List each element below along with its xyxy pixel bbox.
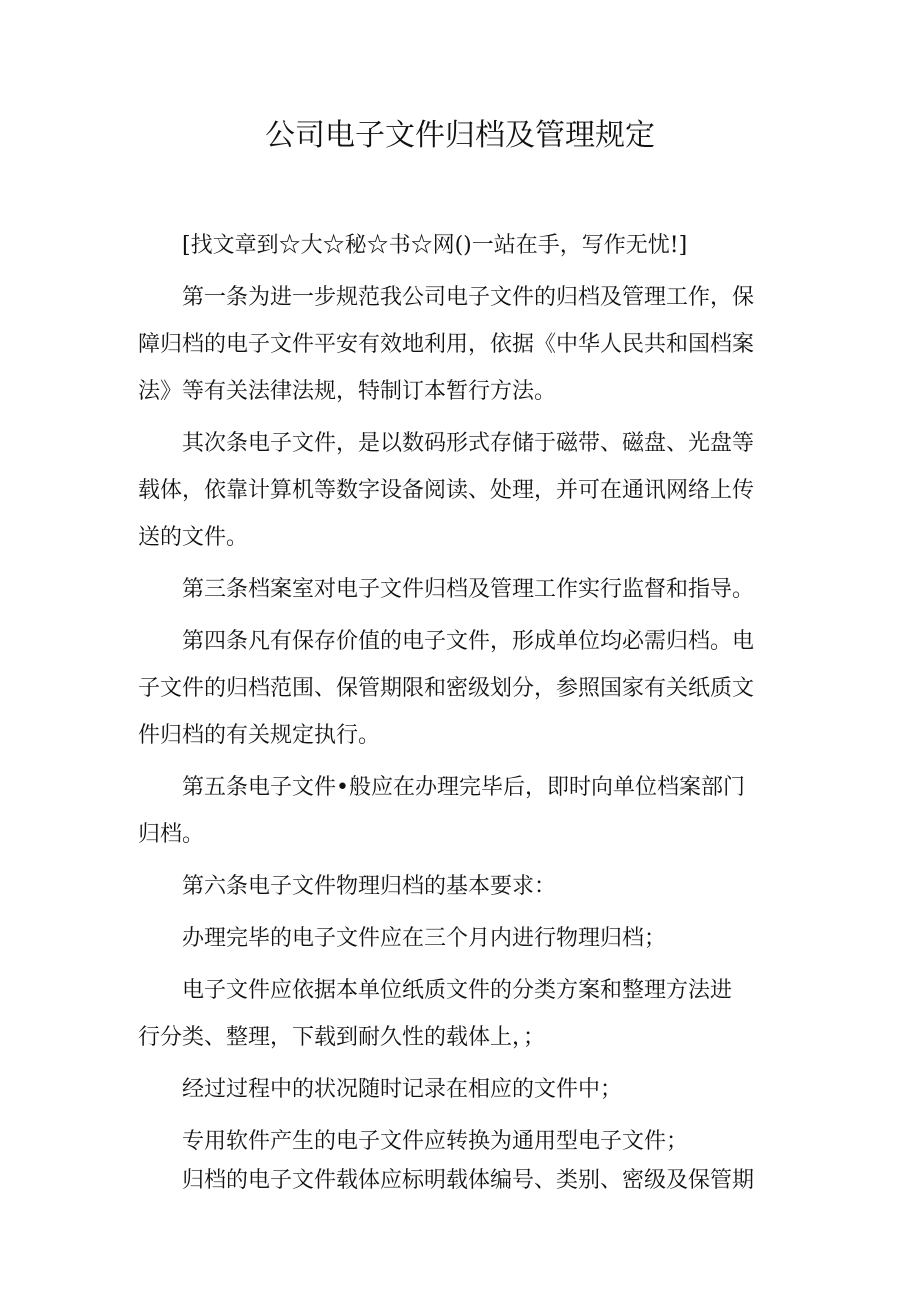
text-line: 第六条电子文件物理归档的基本要求： bbox=[182, 874, 557, 899]
text-line: 专用软件产生的电子文件应转换为通用型电子文件； bbox=[182, 1129, 689, 1154]
text-line: 法》等有关法律法规，特制订本暂行方法。 bbox=[138, 379, 557, 404]
text-line: 障归档的电子文件平安有效地利用，依据《中华人民共和国档案 bbox=[138, 332, 755, 357]
text-line: 载体，依靠计算机等数字设备阅读、处理，并可在通讯网络上传 bbox=[138, 478, 755, 503]
text-line: 归档的电子文件载体应标明载体编号、类别、密级及保管期 bbox=[182, 1168, 755, 1193]
text-line: 第五条电子文件•般应在办理完毕后，即时向单位档案部门 bbox=[182, 775, 745, 800]
text-line: 第四条凡有保存价值的电子文件，形成单位均必需归档。电 bbox=[182, 629, 755, 654]
text-line: 电子文件应依据本单位纸质文件的分类方案和整理方法进 bbox=[182, 978, 733, 1003]
paragraph-item-1 bbox=[138, 915, 788, 962]
paragraph-source-note bbox=[138, 222, 788, 269]
text-line: 行分类、整理，下载到耐久性的载体上，； bbox=[138, 1025, 546, 1050]
text-line: 子文件的归档范围、保管期限和密级划分，参照国家有关纸质文 bbox=[138, 676, 755, 701]
paragraph-item-5 bbox=[138, 1157, 788, 1204]
paragraph-article-5 bbox=[138, 764, 788, 858]
text-line: 件归档的有关规定执行。 bbox=[138, 723, 381, 748]
paragraph-item-2 bbox=[138, 967, 788, 1061]
document-title: 公司电子文件归档及管理规定 bbox=[265, 118, 655, 153]
text-line: 其次条电子文件，是以数码形式存储于磁带、磁盘、光盘等 bbox=[182, 431, 755, 456]
document-body bbox=[138, 222, 788, 1209]
paragraph-article-2 bbox=[138, 420, 788, 561]
text-line: 归档。 bbox=[138, 822, 205, 847]
text-line: 送的文件。 bbox=[138, 525, 249, 550]
paragraph-item-3 bbox=[138, 1066, 788, 1113]
paragraph-article-6 bbox=[138, 863, 788, 910]
text-line: 经过过程中的状况随时记录在相应的文件中； bbox=[182, 1077, 623, 1102]
paragraph-article-3 bbox=[138, 566, 788, 613]
paragraph-article-1 bbox=[138, 274, 788, 415]
text-line: 第三条档案室对电子文件归档及管理工作实行监督和指导。 bbox=[182, 577, 755, 602]
text-line: 第一条为进一步规范我公司电子文件的归档及管理工作，保 bbox=[182, 285, 755, 310]
text-line: [找文章到☆大☆秘☆书☆网()一站在手，写作无忧!] bbox=[182, 233, 688, 258]
text-line: 办理完毕的电子文件应在三个月内进行物理归档； bbox=[182, 926, 667, 951]
paragraph-article-4 bbox=[138, 618, 788, 759]
